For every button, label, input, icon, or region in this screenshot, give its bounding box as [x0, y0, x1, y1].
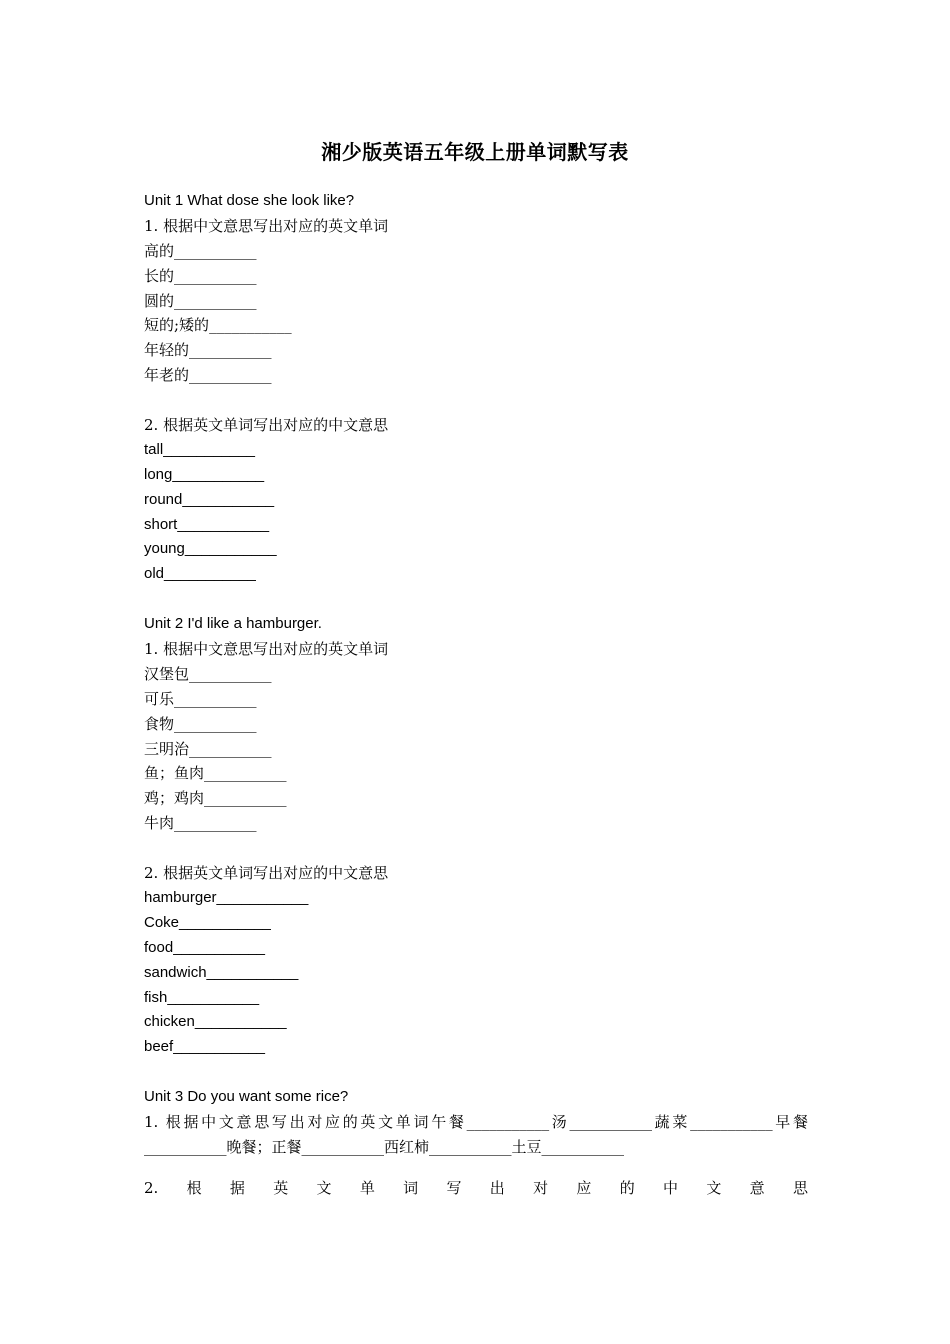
answer-blank[interactable]: ___________: [189, 341, 272, 360]
list-item: hamburger___________: [144, 888, 309, 906]
answer-blank[interactable]: ___________: [173, 938, 265, 956]
list-item: 长的___________: [144, 266, 257, 285]
answer-blank[interactable]: ___________: [174, 266, 257, 285]
answer-blank[interactable]: ___________: [184, 540, 277, 558]
unit1-part1-list: [144, 239, 808, 388]
answer-blank[interactable]: ___________: [189, 739, 272, 758]
list-item: 三明治___________: [144, 739, 272, 758]
answer-blank[interactable]: ___________: [173, 1038, 265, 1056]
list-item: beef___________: [144, 1038, 265, 1056]
list-item: 鱼；鱼肉___________: [144, 764, 287, 783]
answer-blank[interactable]: ___________: [204, 764, 287, 783]
answer-blank[interactable]: ___________: [216, 888, 309, 906]
answer-blank[interactable]: ___________: [174, 291, 257, 310]
spacer: [144, 388, 808, 413]
answer-blank[interactable]: ___________: [690, 1112, 773, 1131]
unit2-heading: Unit 2 I'd like a hamburger.: [144, 615, 322, 633]
list-item: Coke___________: [144, 913, 271, 931]
answer-blank[interactable]: ___________: [174, 814, 257, 833]
list-item: chicken___________: [144, 1013, 287, 1031]
list-item: long___________: [144, 465, 265, 483]
list-item: sandwich___________: [144, 963, 299, 981]
list-item: 牛肉___________: [144, 814, 257, 833]
answer-blank[interactable]: ___________: [172, 465, 265, 483]
list-item: young___________: [144, 540, 277, 558]
answer-blank[interactable]: ___________: [163, 440, 255, 458]
answer-blank[interactable]: ___________: [174, 241, 257, 260]
answer-blank[interactable]: ___________: [466, 1112, 550, 1131]
list-item: food___________: [144, 938, 265, 956]
spacer: [144, 1060, 808, 1085]
answer-blank[interactable]: ___________: [144, 1137, 227, 1156]
answer-blank[interactable]: ___________: [204, 789, 287, 808]
page-title: 湘少版英语五年级上册单词默写表: [321, 140, 629, 164]
unit1-part1-instruction: 1. 根据中文意思写出对应的英文单词: [144, 216, 389, 235]
spacer: [144, 836, 808, 861]
answer-blank[interactable]: ___________: [182, 490, 275, 508]
list-item: 年老的___________: [144, 366, 272, 385]
list-item: round___________: [144, 490, 275, 508]
unit3-heading: Unit 3 Do you want some rice?: [144, 1088, 349, 1106]
answer-blank[interactable]: ___________: [569, 1112, 652, 1131]
list-item: 高的___________: [144, 241, 257, 260]
unit1-part2-instruction: 2. 根据英文单词写出对应的中文意思: [144, 416, 389, 435]
answer-blank[interactable]: ___________: [206, 963, 299, 981]
list-item: fish___________: [144, 988, 260, 1006]
unit3-part1-instruction: 1. 根据中文意思写出对应的英文单词: [144, 1112, 432, 1131]
unit2-part2-instruction: 2. 根据英文单词写出对应的中文意思: [144, 864, 389, 883]
worksheet-content: [144, 189, 808, 1201]
answer-blank[interactable]: ___________: [301, 1137, 385, 1156]
unit2-part1-list: [144, 662, 808, 836]
unit3-part2-instruction: 2. 根 据 英 文 单 词 写 出 对 应 的 中 文 意 思: [144, 1176, 808, 1201]
list-item: 食物___________: [144, 714, 257, 733]
answer-blank[interactable]: ___________: [209, 316, 292, 335]
answer-blank[interactable]: ___________: [167, 988, 260, 1006]
answer-blank[interactable]: ___________: [194, 1013, 287, 1031]
answer-blank[interactable]: ___________: [164, 565, 256, 583]
list-item: tall___________: [144, 440, 255, 458]
list-item: 年轻的___________: [144, 341, 272, 360]
list-item: 可乐___________: [144, 689, 257, 708]
unit1-heading: Unit 1 What dose she look like?: [144, 192, 355, 209]
answer-blank[interactable]: ___________: [541, 1137, 625, 1156]
list-item: 短的;矮的___________: [144, 316, 292, 335]
list-item: 鸡；鸡肉___________: [144, 789, 287, 808]
answer-blank[interactable]: ___________: [177, 515, 270, 533]
unit1-part2-list: [144, 438, 808, 587]
answer-blank[interactable]: ___________: [189, 366, 272, 385]
list-item: 汉堡包___________: [144, 664, 272, 683]
answer-blank[interactable]: ___________: [174, 714, 257, 733]
unit3-part1-paragraph: 1. 根据中文意思写出对应的英文单词午餐___________汤___________蔬菜___________早餐 ___________晚餐；正餐___________西红柿___________土豆___________: [144, 1112, 808, 1156]
unit2-part1-instruction: 1. 根据中文意思写出对应的英文单词: [144, 640, 389, 659]
spacer: [144, 587, 808, 612]
list-item: 圆的___________: [144, 291, 257, 310]
answer-blank[interactable]: ___________: [189, 664, 272, 683]
unit2-part2-list: [144, 886, 808, 1060]
answer-blank[interactable]: ___________: [174, 689, 257, 708]
instruction-number: 2.: [144, 1178, 159, 1197]
answer-blank[interactable]: ___________: [179, 913, 271, 931]
answer-blank[interactable]: ___________: [429, 1137, 512, 1156]
list-item: old___________: [144, 565, 256, 583]
list-item: short___________: [144, 515, 270, 533]
